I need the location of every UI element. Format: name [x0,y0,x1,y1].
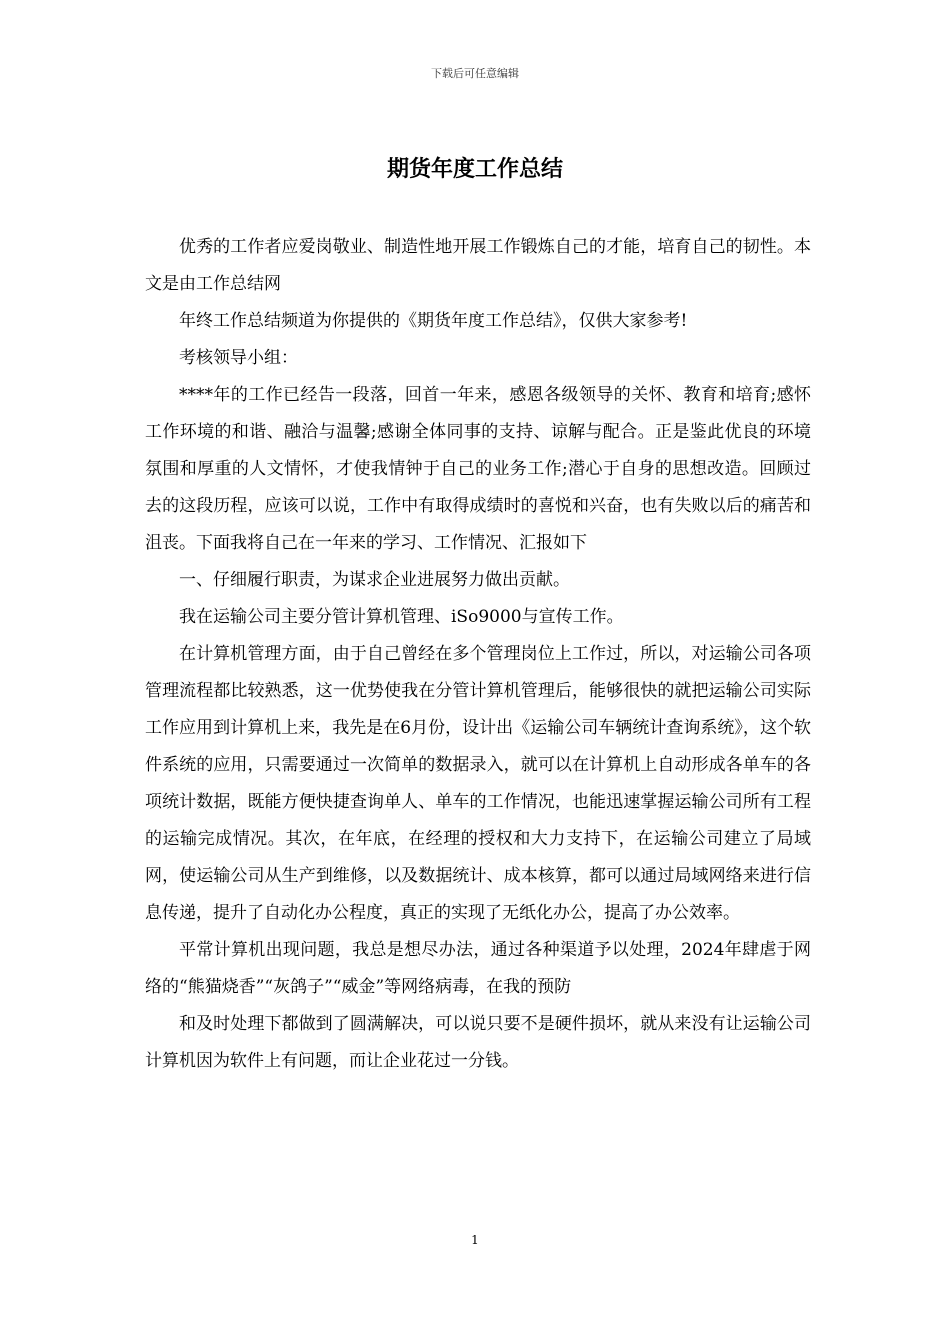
paragraph-virus-handling: 平常计算机出现问题，我总是想尽办法，通过各种渠道予以处理，2024年肆虐于网络的“熊猫烧香”“灰鸽子”“威金”等网络病毒，在我的预防 [145,940,811,997]
paragraph-section-heading: 一、仔细履行职责，为谋求企业进展努力做出贡献。 [179,570,570,590]
document-title: 期货年度工作总结 [386,157,563,182]
paragraph-reference: 年终工作总结频道为你提供的《期货年度工作总结》，仅供大家参考! [179,311,688,331]
document-body [145,229,811,1080]
paragraph-responsibilities: 我在运输公司主要分管计算机管理、iSo9000与宣传工作。 [179,607,624,627]
paragraph-review: ****年的工作已经告一段落，回首一年来，感恩各级领导的关怀、教育和培育;感怀工作环境的和谐、融洽与温馨;感谢全体同事的支持、谅解与配合。正是鉴此优良的环境氛围和厚重的人文情怀，才使我情钟于自己的业务工作;潜心于自身的思想改造。回顾过去的这段历程，应该可以说，工作中有取得成绩时的喜悦和兴奋，也有失败以后的痛苦和沮丧。下面我将自己在一年来的学习、工作情况、汇报如下 [145,385,811,553]
paragraph-salutation: 考核领导小组： [179,348,298,368]
paragraph-computer-management: 在计算机管理方面，由于自己曾经在多个管理岗位上工作过，所以，对运输公司各项管理流程都比较熟悉，这一优势使我在分管计算机管理后，能够很快的就把运输公司实际工作应用到计算机上来，我先是在6月份，设计出《运输公司车辆统计查询系统》，这个软件系统的应用，只需要通过一次简单的数据录入，就可以在计算机上自动形成各单车的各项统计数据，既能方便快捷查询单人、单车的工作情况，也能迅速掌握运输公司所有工程的运输完成情况。其次，在年底，在经理的授权和大力支持下，在运输公司建立了局域网，使运输公司从生产到维修，以及数据统计、成本核算，都可以通过局域网络来进行信息传递，提升了自动化办公程度，真正的实现了无纸化办公，提高了办公效率。 [145,644,811,923]
page-number: 1 [471,1233,479,1247]
header-note: 下载后可任意编辑 [431,67,519,80]
paragraph-intro: 优秀的工作者应爱岗敬业、制造性地开展工作锻炼自己的才能，培育自己的韧性。本文是由工作总结网 [145,237,811,294]
paragraph-resolution: 和及时处理下都做到了圆满解决，可以说只要不是硬件损坏，就从来没有让运输公司计算机因为软件上有问题，而让企业花过一分钱。 [145,1014,811,1071]
